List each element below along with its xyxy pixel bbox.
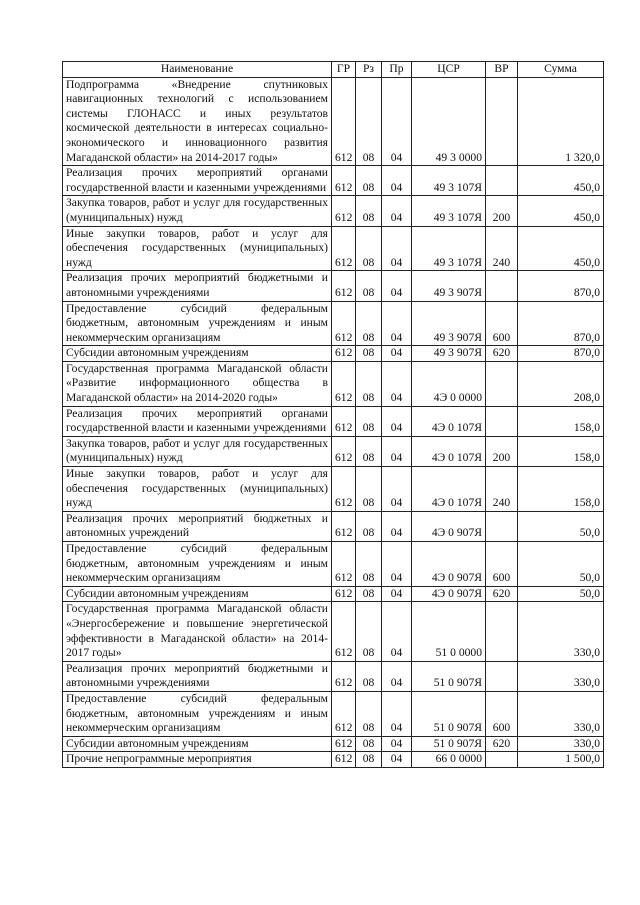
cell-gr: 612: [332, 661, 356, 691]
cell-csr: 49 3 907Я: [412, 346, 486, 362]
cell-name: Субсидии автономным учреждениям: [63, 586, 332, 602]
header-csr: ЦСР: [412, 62, 486, 78]
cell-pr: 04: [382, 77, 412, 166]
cell-rz: 08: [356, 361, 382, 406]
cell-gr: 612: [332, 752, 356, 768]
cell-gr: 612: [332, 406, 356, 436]
cell-rz: 08: [356, 661, 382, 691]
cell-sum: 330,0: [518, 691, 604, 736]
cell-csr: 51 0 0000: [412, 602, 486, 661]
cell-pr: 04: [382, 586, 412, 602]
cell-sum: 870,0: [518, 271, 604, 301]
cell-pr: 04: [382, 226, 412, 271]
cell-pr: 04: [382, 736, 412, 752]
header-gr: ГР: [332, 62, 356, 78]
cell-csr: 51 0 907Я: [412, 691, 486, 736]
cell-csr: 51 0 907Я: [412, 736, 486, 752]
cell-name: Закупка товаров, работ и услуг для государственных (муниципальных) нужд: [63, 436, 332, 466]
cell-sum: 330,0: [518, 661, 604, 691]
cell-vr: [486, 511, 518, 541]
table-row: [63, 77, 604, 166]
cell-rz: 08: [356, 226, 382, 271]
cell-name: Подпрограмма «Внедрение спутниковых навигационных технологий с использованием системы ГЛОНАСС и иных результатов космической деятельности в интересах социально-экономического и инновационного развития Магаданской области» на 2014-2017 годы»: [63, 77, 332, 166]
cell-gr: 612: [332, 77, 356, 166]
cell-sum: 870,0: [518, 346, 604, 362]
cell-pr: 04: [382, 346, 412, 362]
cell-vr: 600: [486, 301, 518, 346]
cell-csr: 4Э 0 907Я: [412, 586, 486, 602]
table-row: [63, 166, 604, 196]
cell-csr: 4Э 0 907Я: [412, 511, 486, 541]
cell-rz: 08: [356, 752, 382, 768]
table-row: [63, 196, 604, 226]
cell-sum: 158,0: [518, 467, 604, 512]
cell-pr: 04: [382, 752, 412, 768]
cell-gr: 612: [332, 196, 356, 226]
cell-name: Реализация прочих мероприятий бюджетными и автономными учреждениями: [63, 271, 332, 301]
table-row: [63, 226, 604, 271]
cell-name: Прочие непрограммные мероприятия: [63, 752, 332, 768]
cell-sum: 330,0: [518, 602, 604, 661]
cell-name: Реализация прочих мероприятий органами государственной власти и казенными учреждениями: [63, 166, 332, 196]
cell-rz: 08: [356, 301, 382, 346]
cell-vr: [486, 166, 518, 196]
header-vr: ВР: [486, 62, 518, 78]
cell-rz: 08: [356, 271, 382, 301]
cell-csr: 4Э 0 0000: [412, 361, 486, 406]
table-row: [63, 346, 604, 362]
cell-vr: 200: [486, 436, 518, 466]
table-row: [63, 271, 604, 301]
cell-pr: 04: [382, 271, 412, 301]
cell-vr: [486, 602, 518, 661]
cell-rz: 08: [356, 542, 382, 587]
cell-gr: 612: [332, 346, 356, 362]
cell-vr: [486, 77, 518, 166]
cell-name: Субсидии автономным учреждениям: [63, 346, 332, 362]
table-row: [63, 602, 604, 661]
cell-vr: 240: [486, 467, 518, 512]
budget-page: [62, 61, 603, 768]
cell-sum: 158,0: [518, 436, 604, 466]
cell-csr: 49 3 107Я: [412, 166, 486, 196]
header-pr: Пр: [382, 62, 412, 78]
cell-gr: 612: [332, 736, 356, 752]
cell-sum: 330,0: [518, 736, 604, 752]
cell-vr: [486, 361, 518, 406]
cell-sum: 450,0: [518, 226, 604, 271]
cell-pr: 04: [382, 467, 412, 512]
cell-rz: 08: [356, 77, 382, 166]
cell-pr: 04: [382, 361, 412, 406]
table-body: [63, 77, 604, 767]
table-row: [63, 542, 604, 587]
table-row: [63, 361, 604, 406]
cell-gr: 612: [332, 226, 356, 271]
cell-csr: 49 3 0000: [412, 77, 486, 166]
cell-rz: 08: [356, 406, 382, 436]
cell-gr: 612: [332, 511, 356, 541]
table-row: [63, 736, 604, 752]
cell-sum: 50,0: [518, 542, 604, 587]
cell-vr: 600: [486, 542, 518, 587]
cell-sum: 158,0: [518, 406, 604, 436]
cell-csr: 49 3 907Я: [412, 301, 486, 346]
table-row: [63, 511, 604, 541]
cell-pr: 04: [382, 511, 412, 541]
cell-pr: 04: [382, 406, 412, 436]
cell-pr: 04: [382, 602, 412, 661]
cell-vr: 620: [486, 736, 518, 752]
header-name: Наименование: [63, 62, 332, 78]
cell-vr: 600: [486, 691, 518, 736]
cell-csr: 49 3 107Я: [412, 196, 486, 226]
cell-csr: 4Э 0 107Я: [412, 406, 486, 436]
cell-gr: 612: [332, 166, 356, 196]
table-row: [63, 301, 604, 346]
cell-csr: 49 3 107Я: [412, 226, 486, 271]
cell-name: Закупка товаров, работ и услуг для государственных (муниципальных) нужд: [63, 196, 332, 226]
cell-rz: 08: [356, 691, 382, 736]
cell-gr: 612: [332, 602, 356, 661]
cell-sum: 208,0: [518, 361, 604, 406]
cell-name: Государственная программа Магаданской области «Энергосбережение и повышение энергетической эффективности в Магаданской области» на 2014-2017 годы»: [63, 602, 332, 661]
cell-vr: 200: [486, 196, 518, 226]
cell-sum: 450,0: [518, 196, 604, 226]
header-row: [63, 62, 604, 78]
cell-pr: 04: [382, 196, 412, 226]
cell-csr: 51 0 907Я: [412, 661, 486, 691]
cell-gr: 612: [332, 271, 356, 301]
cell-vr: 620: [486, 346, 518, 362]
cell-name: Реализация прочих мероприятий бюджетных и автономных учреждений: [63, 511, 332, 541]
cell-vr: [486, 271, 518, 301]
cell-name: Иные закупки товаров, работ и услуг для обеспечения государственных (муниципальных) нужд: [63, 467, 332, 512]
cell-name: Реализация прочих мероприятий бюджетными и автономными учреждениями: [63, 661, 332, 691]
cell-gr: 612: [332, 436, 356, 466]
cell-sum: 870,0: [518, 301, 604, 346]
cell-pr: 04: [382, 166, 412, 196]
cell-gr: 612: [332, 467, 356, 512]
cell-name: Предоставление субсидий федеральным бюджетным, автономным учреждениям и иным некоммерческим организациям: [63, 691, 332, 736]
cell-name: Государственная программа Магаданской области «Развитие информационного общества в Магаданской области» на 2014-2020 годы»: [63, 361, 332, 406]
table-row: [63, 691, 604, 736]
cell-vr: 620: [486, 586, 518, 602]
cell-pr: 04: [382, 301, 412, 346]
cell-gr: 612: [332, 361, 356, 406]
cell-gr: 612: [332, 301, 356, 346]
cell-vr: [486, 752, 518, 768]
cell-pr: 04: [382, 661, 412, 691]
cell-rz: 08: [356, 602, 382, 661]
cell-rz: 08: [356, 511, 382, 541]
cell-csr: 66 0 0000: [412, 752, 486, 768]
cell-name: Предоставление субсидий федеральным бюджетным, автономным учреждениям и иным некоммерческим организациям: [63, 542, 332, 587]
cell-gr: 612: [332, 542, 356, 587]
cell-rz: 08: [356, 467, 382, 512]
cell-gr: 612: [332, 691, 356, 736]
cell-sum: 1 320,0: [518, 77, 604, 166]
cell-csr: 4Э 0 107Я: [412, 436, 486, 466]
cell-vr: 240: [486, 226, 518, 271]
cell-name: Предоставление субсидий федеральным бюджетным, автономным учреждениям и иным некоммерческим организациям: [63, 301, 332, 346]
cell-name: Реализация прочих мероприятий органами государственной власти и казенными учреждениями: [63, 406, 332, 436]
cell-pr: 04: [382, 691, 412, 736]
cell-gr: 612: [332, 586, 356, 602]
cell-sum: 450,0: [518, 166, 604, 196]
cell-rz: 08: [356, 736, 382, 752]
cell-pr: 04: [382, 542, 412, 587]
cell-csr: 49 3 907Я: [412, 271, 486, 301]
budget-table: [62, 61, 604, 768]
cell-rz: 08: [356, 196, 382, 226]
cell-rz: 08: [356, 346, 382, 362]
cell-sum: 1 500,0: [518, 752, 604, 768]
table-row: [63, 661, 604, 691]
cell-csr: 4Э 0 107Я: [412, 467, 486, 512]
cell-sum: 50,0: [518, 511, 604, 541]
cell-rz: 08: [356, 586, 382, 602]
table-row: [63, 467, 604, 512]
cell-pr: 04: [382, 436, 412, 466]
cell-rz: 08: [356, 436, 382, 466]
cell-csr: 4Э 0 907Я: [412, 542, 486, 587]
cell-name: Субсидии автономным учреждениям: [63, 736, 332, 752]
cell-vr: [486, 661, 518, 691]
cell-vr: [486, 406, 518, 436]
cell-sum: 50,0: [518, 586, 604, 602]
header-sum: Сумма: [518, 62, 604, 78]
header-rz: Рз: [356, 62, 382, 78]
cell-name: Иные закупки товаров, работ и услуг для обеспечения государственных (муниципальных) нужд: [63, 226, 332, 271]
table-row: [63, 406, 604, 436]
table-row: [63, 586, 604, 602]
cell-rz: 08: [356, 166, 382, 196]
table-row: [63, 436, 604, 466]
table-row: [63, 752, 604, 768]
